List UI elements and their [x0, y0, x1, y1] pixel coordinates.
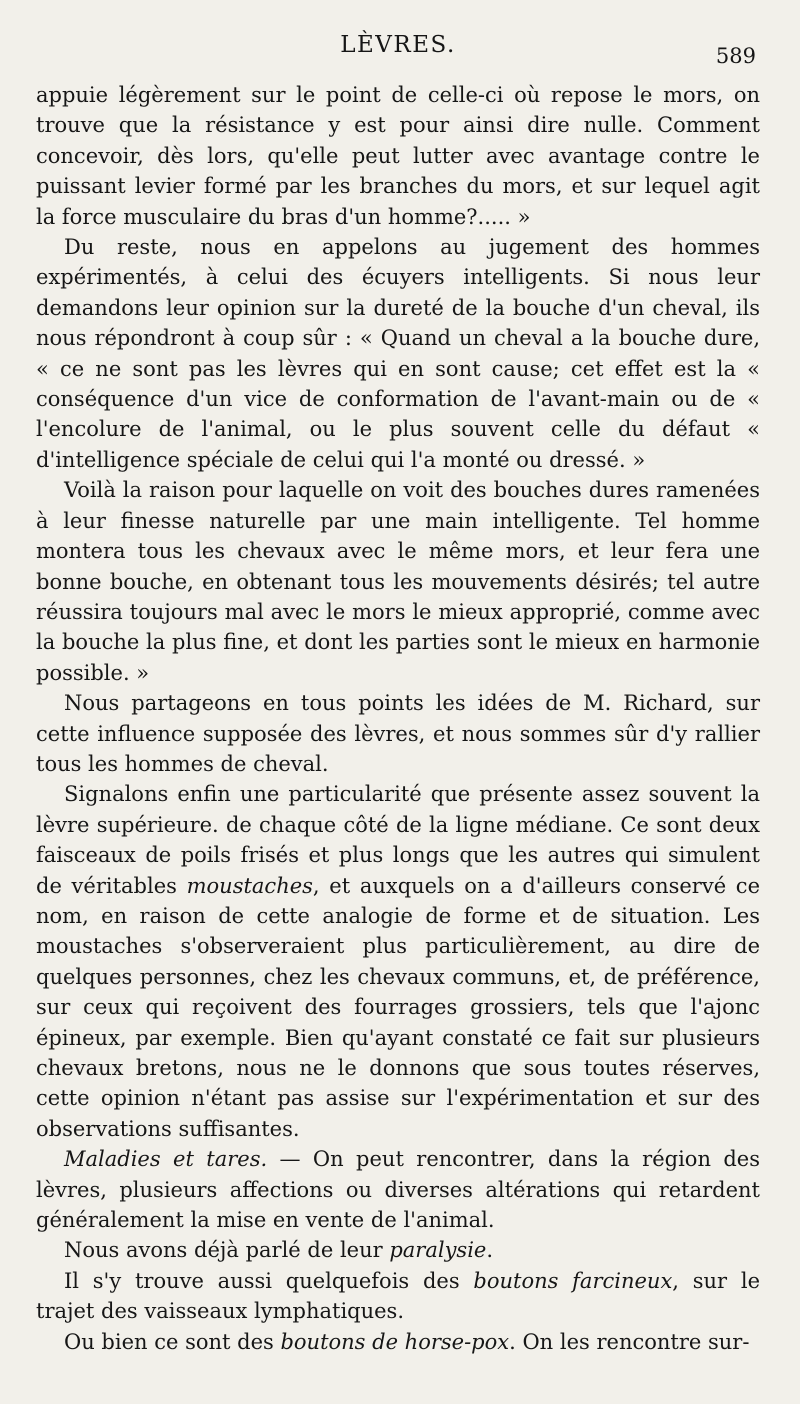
- text-segment: , sur le trajet des vaisseaux lymphatiques.: [36, 1268, 761, 1324]
- paragraph: [36, 232, 760, 475]
- text-segment: — On peut rencontrer, dans la région des lèvres, plusieurs affections ou diverses altérations qui retardent généralement la mise en vente de l'animal.: [36, 1147, 761, 1233]
- paragraph: [36, 688, 760, 779]
- paragraph: [36, 1235, 760, 1265]
- text-segment: Du reste, nous en appelons au jugement des hommes expérimentés, à celui des écuyers intelligents. Si nous leur demandons leur opinion sur la dureté de la bouche d'un cheval, ils nous répondront à coup sûr : « Quand un cheval a la bouche dure, « ce ne sont pas les lèvres qui en sont cause; cet effet est la « conséquence d'un vice de conformation de l'avant-main ou de « l'encolure de l'animal, ou le plus souvent celle du défaut « d'intelligence spéciale de celui qui l'a monté ou dressé. »: [36, 235, 760, 472]
- paragraph: [36, 475, 760, 688]
- italic-text: paralysie: [389, 1238, 487, 1263]
- italic-text: boutons de horse-pox: [280, 1329, 510, 1354]
- text-segment: Nous partageons en tous points les idées de M. Richard, sur cette influence supposée des lèvres, et nous sommes sûr d'y rallier tous les hommes de cheval.: [36, 691, 760, 776]
- page-number: 589: [715, 44, 756, 68]
- italic-text: moustaches: [186, 873, 313, 898]
- paragraph: [36, 1144, 760, 1235]
- paragraph: [36, 1266, 760, 1327]
- paragraph: [36, 1327, 760, 1357]
- italic-text: boutons farcineux: [473, 1268, 673, 1293]
- body-text: [36, 80, 760, 1357]
- text-segment: . On les rencontre sur-: [509, 1329, 750, 1354]
- text-segment: Ou bien ce sont des: [64, 1329, 281, 1354]
- text-segment: Signalons enfin une particularité que présente assez souvent la lèvre supérieure. de chaque côté de la ligne médiane. Ce sont deux faisceaux de poils frisés et plus longs que les autres qui simulent de véritables: [36, 782, 760, 898]
- text-segment: Nous avons déjà parlé de leur: [64, 1238, 390, 1263]
- text-segment: Il s'y trouve aussi quelquefois des: [64, 1268, 474, 1293]
- paragraph: [36, 80, 760, 232]
- text-segment: , et auxquels on a d'ailleurs conservé ce nom, en raison de cette analogie de forme et de situation. Les moustaches s'observeraient plus particulièrement, au dire de quelques personnes, chez les chevaux communs, et, de préférence, sur ceux qui reçoivent des fourrages grossiers, tels que l'ajonc épineux, par exemple. Bien qu'ayant constaté ce fait sur plusieurs chevaux bretons, nous ne le donnons que sous toutes réserves, cette opinion n'étant pas assise sur l'expérimentation et sur des observations suffisantes.: [36, 873, 760, 1141]
- running-title: LÈVRES.: [340, 32, 456, 58]
- text-segment: Voilà la raison pour laquelle on voit des bouches dures ramenées à leur finesse naturelle par une main intelligente. Tel homme montera tous les chevaux avec le même mors, et leur fera une bonne bouche, en obtenant tous les mouvements désirés; tel autre réussira toujours mal avec le mors le mieux approprié, comme avec la bouche la plus fine, et dont les parties sont le mieux en harmonie possible. »: [36, 478, 760, 685]
- italic-text: Maladies et tares.: [64, 1147, 268, 1172]
- text-segment: appuie légèrement sur le point de celle-ci où repose le mors, on trouve que la résistance y est pour ainsi dire nulle. Comment concevoir, dès lors, qu'elle peut lutter avec avantage contre le puissant levier formé par les branches du mors, et sur lequel agit la force musculaire du bras d'un homme?..... »: [36, 83, 760, 229]
- paragraph: [36, 779, 760, 1144]
- running-header: [36, 0, 760, 80]
- text-segment: .: [486, 1238, 494, 1263]
